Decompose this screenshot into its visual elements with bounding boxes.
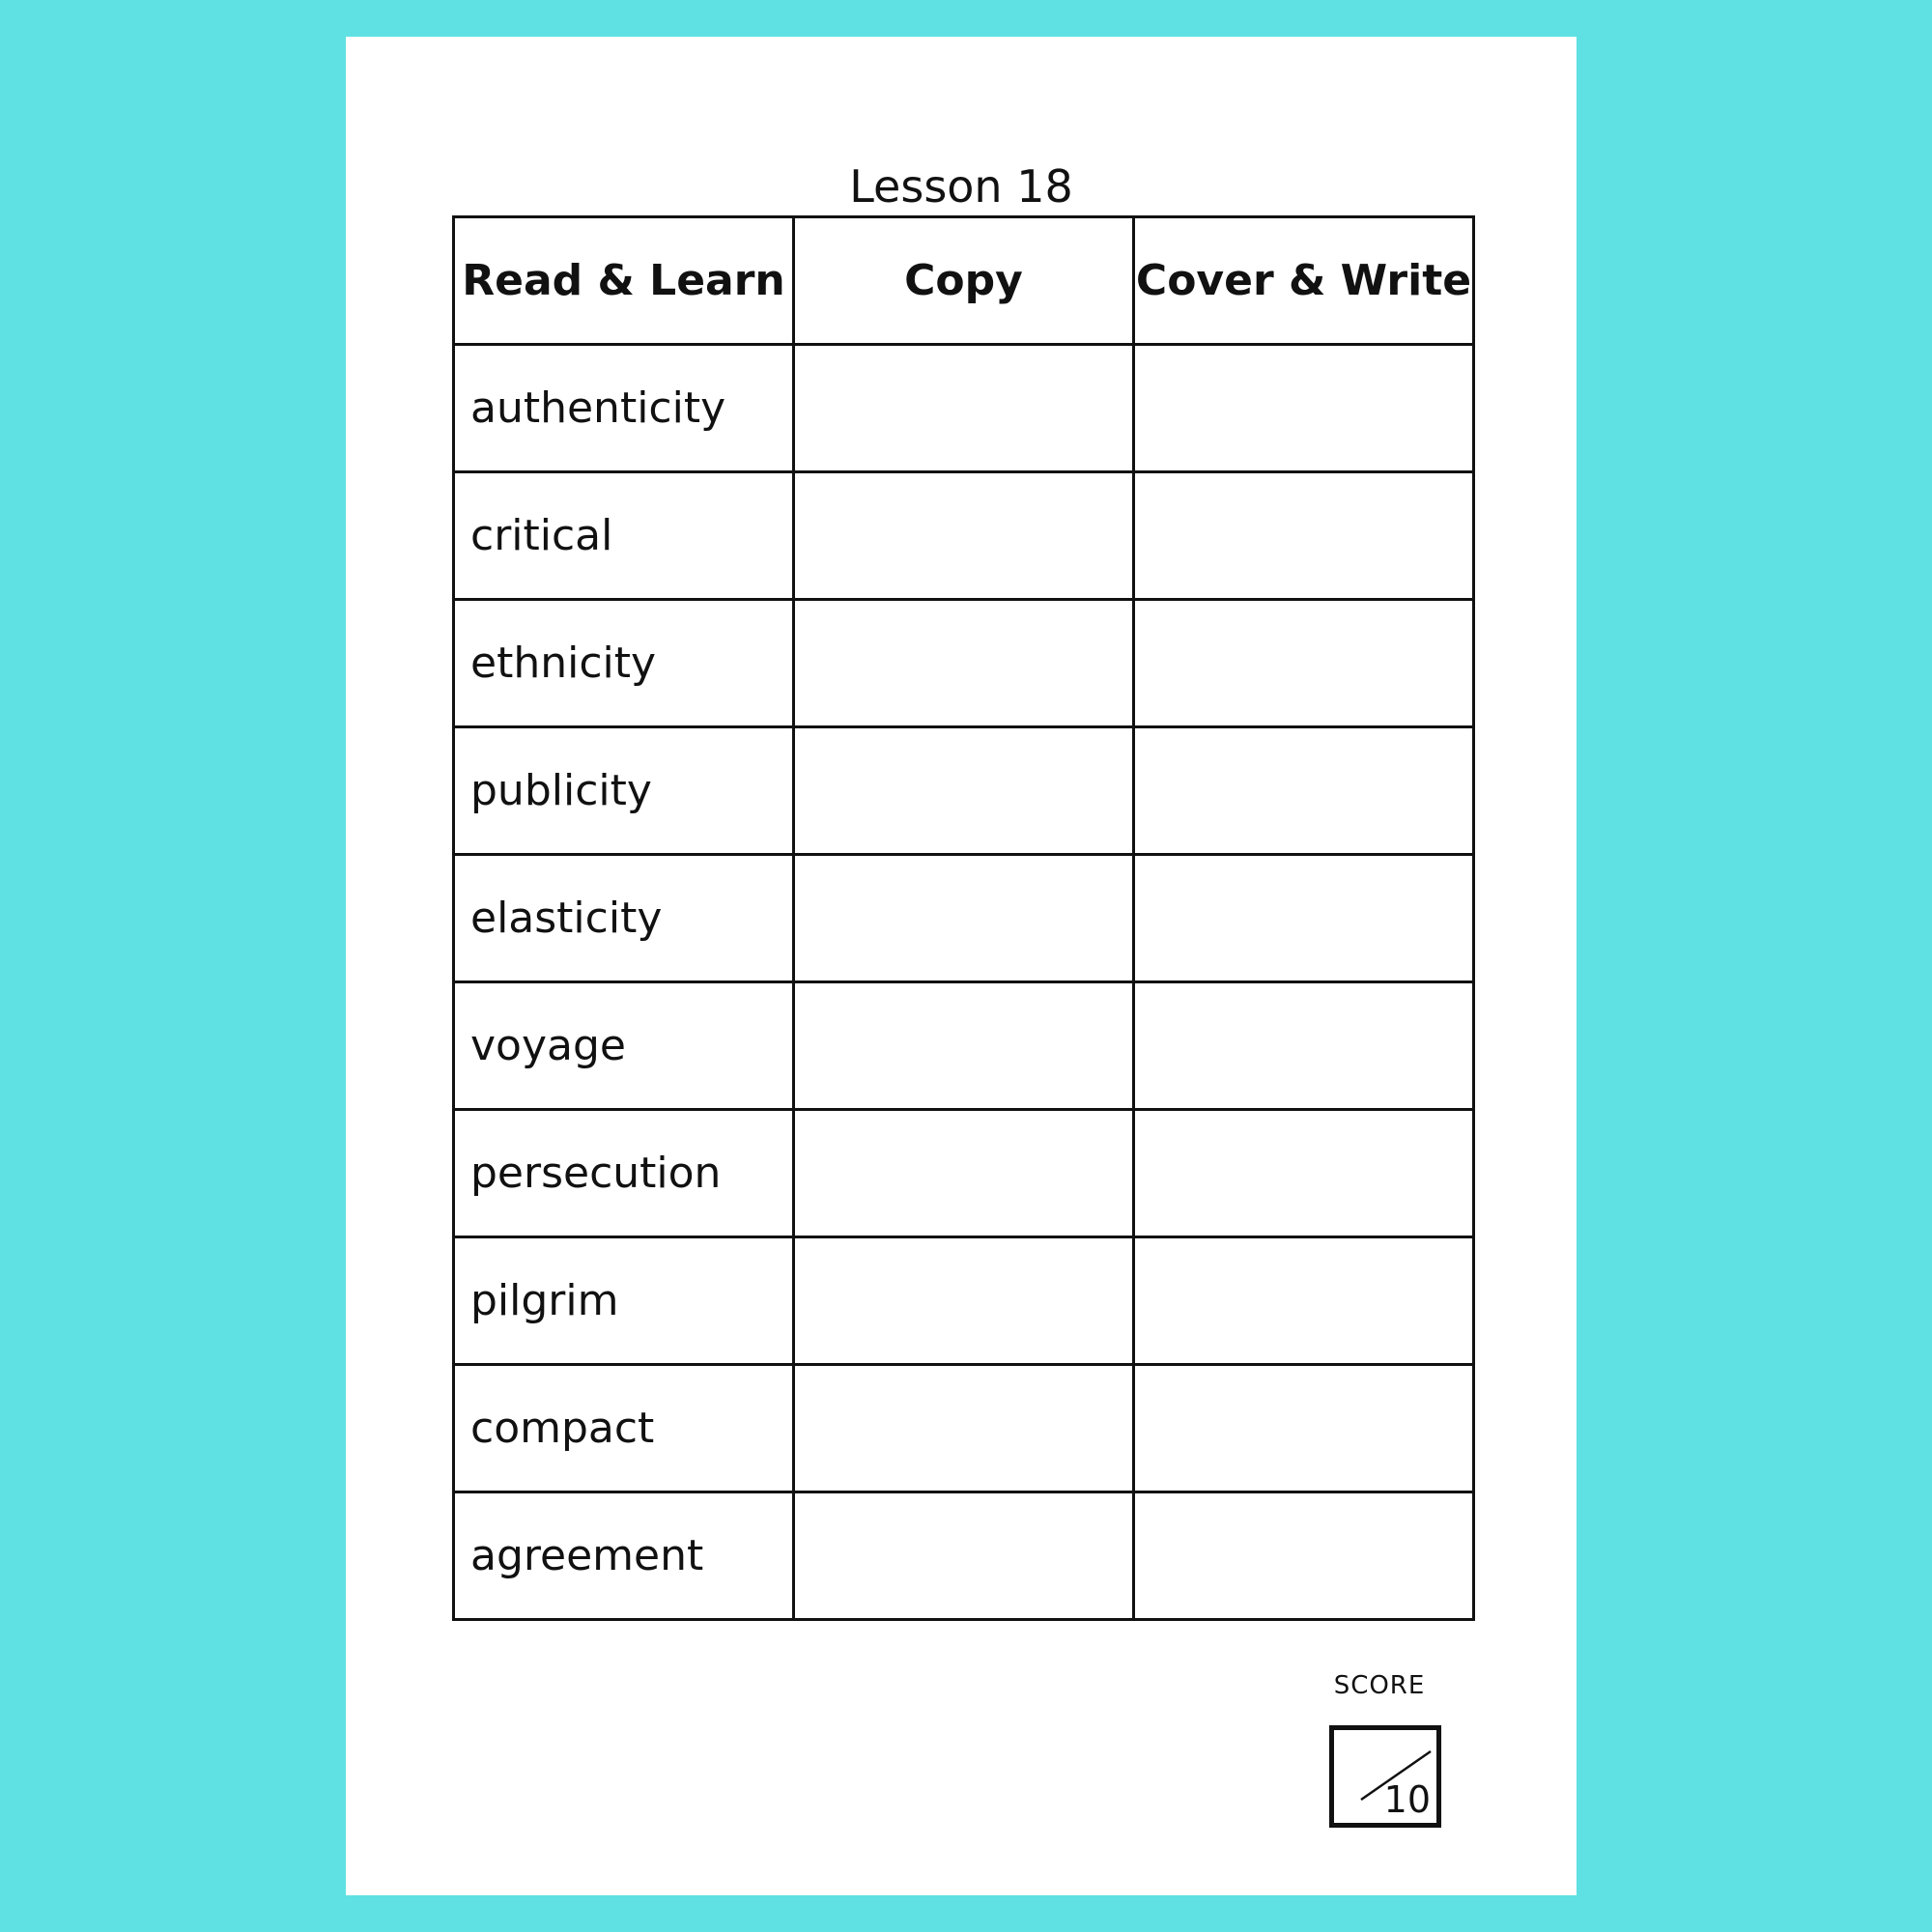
score-box[interactable]	[1329, 1725, 1441, 1828]
table-row	[454, 855, 1474, 982]
worksheet-page	[346, 37, 1577, 1895]
cover-write-cell[interactable]	[1134, 1365, 1474, 1492]
table-row	[454, 472, 1474, 600]
word-cell: authenticity	[454, 345, 794, 472]
header-row	[454, 217, 1474, 345]
word-cell: agreement	[454, 1492, 794, 1620]
cover-write-cell[interactable]	[1134, 345, 1474, 472]
table-row	[454, 1237, 1474, 1365]
copy-cell[interactable]	[794, 1365, 1134, 1492]
word-cell: critical	[454, 472, 794, 600]
table-row	[454, 727, 1474, 855]
cover-write-cell[interactable]	[1134, 1492, 1474, 1620]
table-row	[454, 345, 1474, 472]
table-row	[454, 1365, 1474, 1492]
cover-write-cell[interactable]	[1134, 600, 1474, 727]
cover-write-cell[interactable]	[1134, 472, 1474, 600]
page-title: Lesson 18	[849, 160, 1073, 213]
header-cover-write: Cover & Write	[1134, 217, 1474, 345]
cover-write-cell[interactable]	[1134, 982, 1474, 1110]
copy-cell[interactable]	[794, 472, 1134, 600]
cover-write-cell[interactable]	[1134, 1237, 1474, 1365]
word-cell: compact	[454, 1365, 794, 1492]
header-copy: Copy	[794, 217, 1134, 345]
copy-cell[interactable]	[794, 727, 1134, 855]
table-row	[454, 1492, 1474, 1620]
cover-write-cell[interactable]	[1134, 727, 1474, 855]
word-cell: persecution	[454, 1110, 794, 1237]
copy-cell[interactable]	[794, 345, 1134, 472]
word-cell: elasticity	[454, 855, 794, 982]
word-cell: voyage	[454, 982, 794, 1110]
copy-cell[interactable]	[794, 1110, 1134, 1237]
word-cell: publicity	[454, 727, 794, 855]
table-row	[454, 600, 1474, 727]
word-cell: ethnicity	[454, 600, 794, 727]
cover-write-cell[interactable]	[1134, 1110, 1474, 1237]
copy-cell[interactable]	[794, 600, 1134, 727]
score-total: 10	[1383, 1778, 1431, 1821]
copy-cell[interactable]	[794, 982, 1134, 1110]
score-label: SCORE	[1333, 1671, 1426, 1700]
copy-cell[interactable]	[794, 1492, 1134, 1620]
copy-cell[interactable]	[794, 1237, 1134, 1365]
table-row	[454, 982, 1474, 1110]
table-row	[454, 1110, 1474, 1237]
spelling-table	[452, 215, 1475, 1621]
cover-write-cell[interactable]	[1134, 855, 1474, 982]
header-read-learn: Read & Learn	[454, 217, 794, 345]
copy-cell[interactable]	[794, 855, 1134, 982]
word-cell: pilgrim	[454, 1237, 794, 1365]
